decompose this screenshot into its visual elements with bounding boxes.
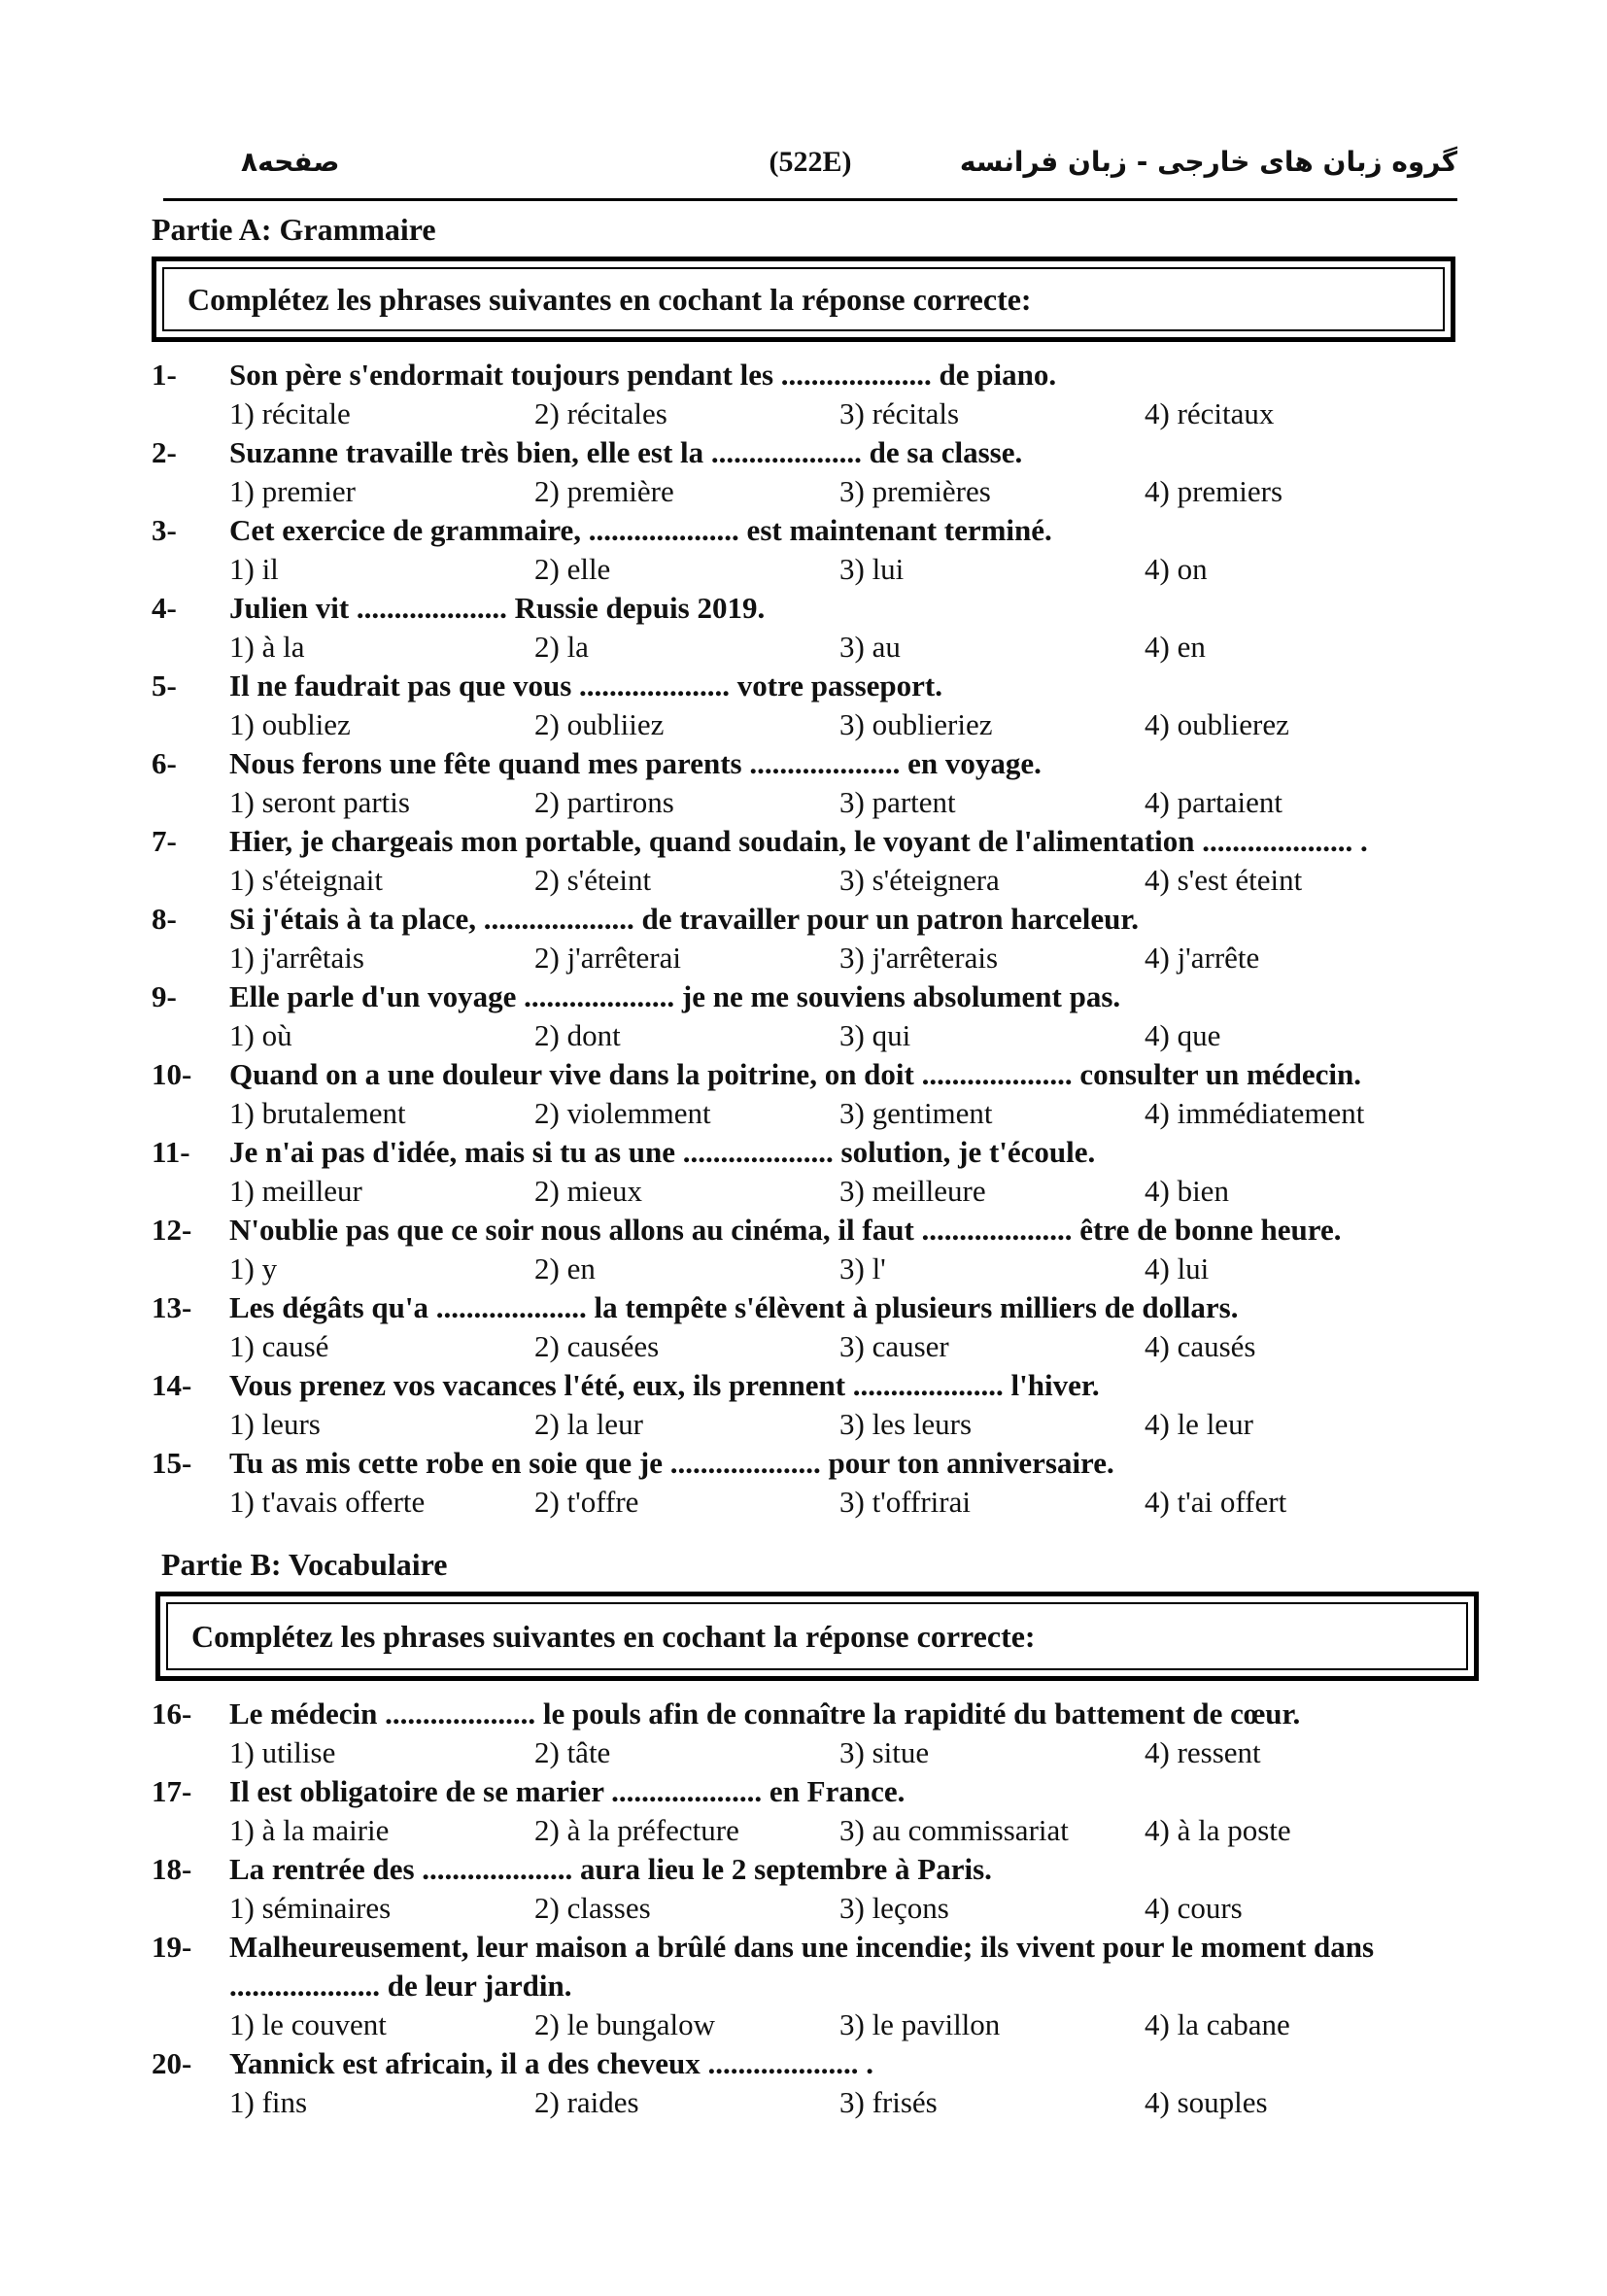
question-stem <box>152 1288 1463 1327</box>
answer-option[interactable]: 3) récitals <box>839 396 960 430</box>
question-stem <box>152 744 1463 783</box>
answer-options <box>152 394 1463 433</box>
question-list-a <box>152 356 1463 1522</box>
question-list-b <box>152 1695 1463 2122</box>
question-text: Hier, je chargeais mon portable, quand soudain, le voyant de l'alimentation .................... . <box>229 824 1368 858</box>
answer-option[interactable]: 1) séminaires <box>229 1891 392 1925</box>
question-number: 16- <box>152 1696 192 1731</box>
question-item <box>152 1055 1463 1133</box>
answer-options <box>152 783 1463 822</box>
answer-option[interactable]: 2) t'offre <box>534 1485 639 1519</box>
answer-option[interactable]: 1) le couvent <box>229 2007 387 2041</box>
question-text: Son père s'endormait toujours pendant les .................... de piano. <box>229 358 1057 392</box>
question-item <box>152 900 1463 977</box>
question-item <box>152 667 1463 744</box>
answer-option[interactable]: 2) en <box>534 1251 596 1285</box>
question-item <box>152 1850 1463 1928</box>
question-stem <box>152 1211 1463 1250</box>
question-stem <box>152 1928 1463 2005</box>
question-stem <box>152 667 1463 705</box>
answer-options <box>152 1016 1463 1055</box>
page-header <box>163 146 1457 185</box>
answer-options <box>152 472 1463 511</box>
answer-option[interactable]: 3) au <box>839 630 901 664</box>
question-item <box>152 1695 1463 1772</box>
question-text: Malheureusement, leur maison a brûlé dans une incendie; ils vivent pour le moment dans .................... de leur jardin. <box>229 1930 1375 2003</box>
answer-option[interactable]: 3) situe <box>839 1735 930 1769</box>
answer-options <box>152 1483 1463 1522</box>
question-number: 15- <box>152 1446 192 1480</box>
question-stem <box>152 1366 1463 1405</box>
question-stem <box>152 1133 1463 1172</box>
exam-code: (522E) <box>769 146 852 178</box>
question-number: 9- <box>152 979 177 1013</box>
answer-options <box>152 1250 1463 1288</box>
answer-option[interactable]: 3) premières <box>839 474 991 508</box>
answer-option[interactable]: 4) lui <box>1145 1251 1210 1285</box>
answer-option[interactable]: 1) j'arrêtais <box>229 941 364 975</box>
question-number: 20- <box>152 2046 192 2080</box>
question-stem <box>152 822 1463 861</box>
answer-option[interactable]: 2) s'éteint <box>534 863 652 897</box>
answer-option[interactable]: 3) meilleure <box>839 1174 986 1208</box>
question-item <box>152 356 1463 433</box>
instruction-text-b: Complétez les phrases suivantes en cochant la réponse correcte: <box>166 1602 1468 1670</box>
question-stem <box>152 356 1463 394</box>
header-divider <box>163 198 1457 201</box>
answer-option[interactable]: 3) les leurs <box>839 1407 973 1441</box>
answer-option[interactable]: 1) t'avais offerte <box>229 1485 426 1519</box>
question-text: La rentrée des .................... aura lieu le 2 septembre à Paris. <box>229 1852 992 1886</box>
question-text: Cet exercice de grammaire, .................... est maintenant terminé. <box>229 513 1052 547</box>
answer-option[interactable]: 1) à la <box>229 630 305 664</box>
question-item <box>152 1366 1463 1444</box>
answer-option[interactable]: 2) première <box>534 474 674 508</box>
answer-option[interactable]: 1) brutalement <box>229 1096 406 1130</box>
answer-option[interactable]: 1) meilleur <box>229 1174 362 1208</box>
subject-title: گروه زبان های خارجی - زبان فرانسه <box>959 146 1457 178</box>
question-stem <box>152 511 1463 550</box>
answer-option[interactable]: 2) violemment <box>534 1096 711 1130</box>
question-text: Quand on a une douleur vive dans la poitrine, on doit .................... consulter un médecin. <box>229 1057 1361 1091</box>
question-item <box>152 977 1463 1055</box>
answer-option[interactable]: 3) t'offrirai <box>839 1485 971 1519</box>
answer-option[interactable]: 3) s'éteignera <box>839 863 1000 897</box>
answer-option[interactable]: 4) premiers <box>1145 474 1283 508</box>
answer-option[interactable]: 4) à la poste <box>1145 1813 1291 1847</box>
question-item <box>152 1211 1463 1288</box>
question-number: 8- <box>152 902 177 936</box>
question-item <box>152 1444 1463 1522</box>
answer-options <box>152 1889 1463 1928</box>
question-text: Tu as mis cette robe en soie que je .................... pour ton anniversaire. <box>229 1446 1114 1480</box>
question-number: 10- <box>152 1057 192 1091</box>
question-number: 4- <box>152 591 177 625</box>
answer-option[interactable]: 4) s'est éteint <box>1145 863 1303 897</box>
question-text: Si j'étais à ta place, .................... de travailler pour un patron harceleur. <box>229 902 1140 936</box>
answer-option[interactable]: 4) ressent <box>1145 1735 1261 1769</box>
answer-options <box>152 861 1463 900</box>
instruction-box-a <box>152 257 1455 342</box>
answer-options <box>152 2083 1463 2122</box>
instruction-box-b <box>155 1592 1479 1681</box>
question-text: N'oublie pas que ce soir nous allons au cinéma, il faut .................... être de bonne heure. <box>229 1213 1342 1247</box>
answer-option[interactable]: 3) j'arrêterais <box>839 941 999 975</box>
answer-option[interactable]: 1) leurs <box>229 1407 321 1441</box>
answer-option[interactable]: 3) causer <box>839 1329 949 1363</box>
question-text: Les dégâts qu'a .................... la tempête s'élèvent à plusieurs milliers de dollars. <box>229 1290 1239 1324</box>
question-stem <box>152 1772 1463 1811</box>
question-number: 6- <box>152 746 177 780</box>
question-stem <box>152 1444 1463 1483</box>
answer-option[interactable]: 2) raides <box>534 2085 639 2119</box>
question-number: 1- <box>152 358 177 392</box>
answer-option[interactable]: 2) tâte <box>534 1735 611 1769</box>
question-number: 7- <box>152 824 177 858</box>
question-text: Il ne faudrait pas que vous .................... votre passeport. <box>229 668 943 703</box>
answer-option[interactable]: 1) oubliez <box>229 707 351 741</box>
answer-option[interactable]: 1) premier <box>229 474 356 508</box>
question-item <box>152 1288 1463 1366</box>
answer-option[interactable]: 2) elle <box>534 552 611 586</box>
answer-options <box>152 939 1463 977</box>
question-stem <box>152 2044 1463 2083</box>
answer-option[interactable]: 3) le pavillon <box>839 2007 1001 2041</box>
answer-option[interactable]: 2) mieux <box>534 1174 643 1208</box>
answer-option[interactable]: 4) le leur <box>1145 1407 1253 1441</box>
answer-options <box>152 1811 1463 1850</box>
answer-options <box>152 628 1463 667</box>
answer-options <box>152 1733 1463 1772</box>
answer-option[interactable]: 3) au commissariat <box>839 1813 1069 1847</box>
answer-option[interactable]: 2) à la préfecture <box>534 1813 739 1847</box>
question-number: 14- <box>152 1368 192 1402</box>
answer-options <box>152 550 1463 589</box>
question-text: Suzanne travaille très bien, elle est la .................... de sa classe. <box>229 435 1023 469</box>
answer-option[interactable]: 1) seront partis <box>229 785 410 819</box>
answer-option[interactable]: 4) on <box>1145 552 1208 586</box>
question-number: 13- <box>152 1290 192 1324</box>
question-number: 17- <box>152 1774 192 1808</box>
answer-option[interactable]: 3) lui <box>839 552 905 586</box>
question-text: Le médecin .................... le pouls afin de connaître la rapidité du battement de cœur. <box>229 1696 1301 1731</box>
question-text: Yannick est africain, il a des cheveux .................... . <box>229 2046 874 2080</box>
question-item <box>152 433 1463 511</box>
question-text: Vous prenez vos vacances l'été, eux, ils prennent .................... l'hiver. <box>229 1368 1100 1402</box>
answer-option[interactable]: 2) causées <box>534 1329 660 1363</box>
question-number: 18- <box>152 1852 192 1886</box>
question-item <box>152 511 1463 589</box>
question-stem <box>152 1850 1463 1889</box>
question-item <box>152 2044 1463 2122</box>
section-title-grammaire: Partie A: Grammaire <box>152 212 436 247</box>
answer-option[interactable]: 3) qui <box>839 1018 911 1052</box>
question-stem <box>152 900 1463 939</box>
answer-option[interactable]: 1) utilise <box>229 1735 336 1769</box>
answer-options <box>152 1172 1463 1211</box>
answer-option[interactable]: 2) la <box>534 630 589 664</box>
question-item <box>152 744 1463 822</box>
answer-option[interactable]: 4) oublierez <box>1145 707 1289 741</box>
answer-option[interactable]: 1) récitale <box>229 396 351 430</box>
answer-option[interactable]: 2) dont <box>534 1018 621 1052</box>
question-stem <box>152 1055 1463 1094</box>
answer-options <box>152 1327 1463 1366</box>
instruction-text-a: Complétez les phrases suivantes en cochant la réponse correcte: <box>162 267 1445 331</box>
answer-option[interactable]: 3) partent <box>839 785 956 819</box>
question-stem <box>152 977 1463 1016</box>
answer-option[interactable]: 4) immédiatement <box>1145 1096 1365 1130</box>
answer-option[interactable]: 1) y <box>229 1251 278 1285</box>
question-number: 12- <box>152 1213 192 1247</box>
question-number: 19- <box>152 1930 192 1964</box>
answer-option[interactable]: 1) s'éteignait <box>229 863 383 897</box>
answer-option[interactable]: 1) il <box>229 552 279 586</box>
page-number: صفحه۸ <box>241 146 340 178</box>
question-number: 11- <box>152 1135 190 1169</box>
answer-option[interactable]: 1) causé <box>229 1329 329 1363</box>
question-item <box>152 589 1463 667</box>
answer-option[interactable]: 4) partaient <box>1145 785 1283 819</box>
answer-options <box>152 705 1463 744</box>
answer-option[interactable]: 1) à la mairie <box>229 1813 390 1847</box>
question-text: Nous ferons une fête quand mes parents .................... en voyage. <box>229 746 1042 780</box>
question-number: 3- <box>152 513 177 547</box>
answer-option[interactable]: 2) classes <box>534 1891 651 1925</box>
answer-option[interactable]: 1) fins <box>229 2085 308 2119</box>
answer-option[interactable]: 3) l' <box>839 1251 886 1285</box>
answer-option[interactable]: 4) récitaux <box>1145 396 1275 430</box>
answer-option[interactable]: 4) souples <box>1145 2085 1268 2119</box>
answer-options <box>152 1405 1463 1444</box>
answer-option[interactable]: 3) oublieriez <box>839 707 993 741</box>
answer-option[interactable]: 2) récitales <box>534 396 667 430</box>
answer-option[interactable]: 2) la leur <box>534 1407 643 1441</box>
question-stem <box>152 589 1463 628</box>
answer-option[interactable]: 3) frisés <box>839 2085 938 2119</box>
question-item <box>152 1928 1463 2044</box>
question-stem <box>152 433 1463 472</box>
answer-option[interactable]: 4) j'arrête <box>1145 941 1260 975</box>
question-item <box>152 1772 1463 1850</box>
answer-option[interactable]: 4) t'ai offert <box>1145 1485 1287 1519</box>
question-text: Il est obligatoire de se marier .................... en France. <box>229 1774 906 1808</box>
question-item <box>152 1133 1463 1211</box>
answer-option[interactable]: 3) gentiment <box>839 1096 993 1130</box>
answer-options <box>152 2005 1463 2044</box>
question-number: 2- <box>152 435 177 469</box>
answer-option[interactable]: 4) la cabane <box>1145 2007 1290 2041</box>
question-item <box>152 822 1463 900</box>
answer-option[interactable]: 2) le bungalow <box>534 2007 715 2041</box>
answer-option[interactable]: 4) en <box>1145 630 1206 664</box>
answer-option[interactable]: 3) leçons <box>839 1891 949 1925</box>
answer-option[interactable]: 4) bien <box>1145 1174 1229 1208</box>
section-title-vocabulaire: Partie B: Vocabulaire <box>161 1547 448 1582</box>
answer-option[interactable]: 2) j'arrêterai <box>534 941 682 975</box>
question-text: Elle parle d'un voyage .................... je ne me souviens absolument pas. <box>229 979 1121 1013</box>
question-stem <box>152 1695 1463 1733</box>
question-text: Je n'ai pas d'idée, mais si tu as une .................... solution, je t'écoule. <box>229 1135 1096 1169</box>
answer-option[interactable]: 4) cours <box>1145 1891 1243 1925</box>
answer-option[interactable]: 2) partirons <box>534 785 674 819</box>
answer-option[interactable]: 1) où <box>229 1018 292 1052</box>
answer-option[interactable]: 4) causés <box>1145 1329 1256 1363</box>
answer-options <box>152 1094 1463 1133</box>
answer-option[interactable]: 2) oubliiez <box>534 707 665 741</box>
answer-option[interactable]: 4) que <box>1145 1018 1221 1052</box>
question-text: Julien vit .................... Russie depuis 2019. <box>229 591 766 625</box>
question-number: 5- <box>152 668 177 703</box>
